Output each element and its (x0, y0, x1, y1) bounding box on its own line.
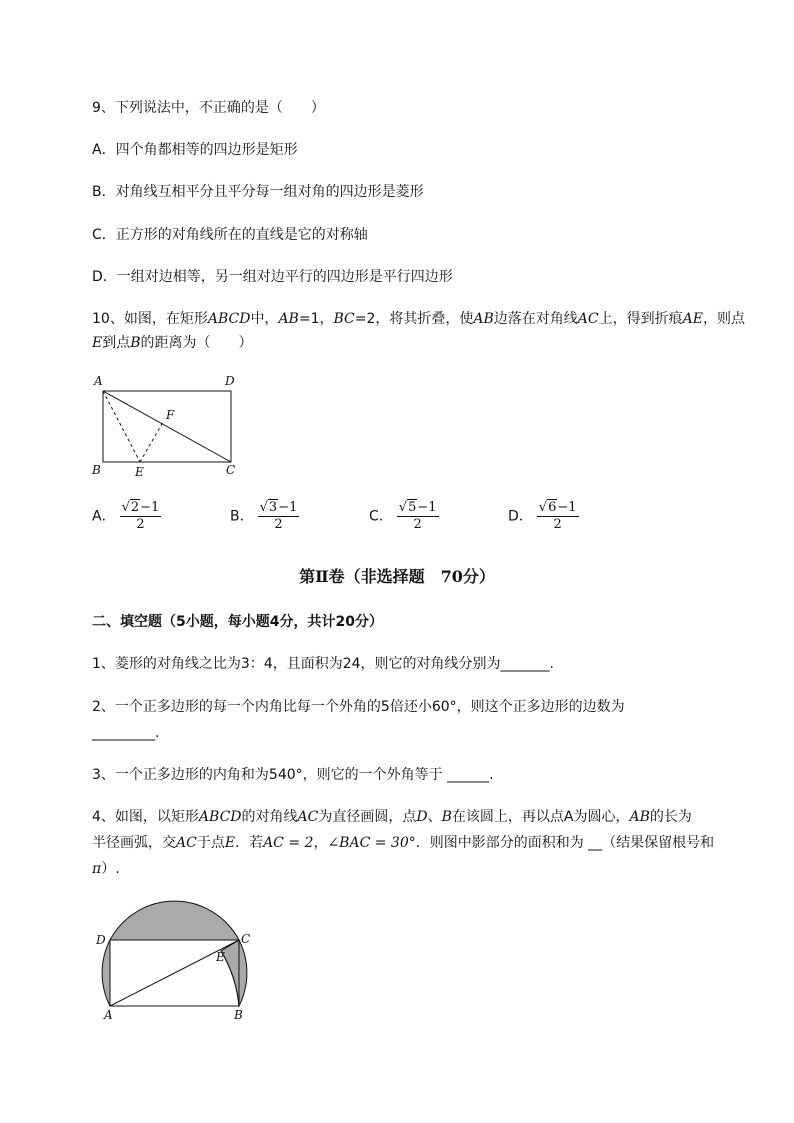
label-b: B (92, 463, 101, 477)
q10-stem-line2: E到点B的距离为（ ） (92, 335, 253, 351)
shaded-right-region (221, 940, 247, 1006)
label-d: D (225, 374, 235, 388)
label-c: C (226, 463, 236, 477)
label-b: B (234, 1008, 243, 1022)
shaded-left-segment (102, 940, 110, 1006)
label-f: F (166, 408, 175, 422)
fill-blank-2-line1: 2、一个正多边形的每一个内角比每一个外角的5倍还小60°，则这个正多边形的边数为 (92, 699, 625, 715)
q10-option-b: B． $\frac{√3-1}{2}$ (230, 500, 298, 532)
q10-figure (88, 370, 248, 482)
q10-option-c: C． $\frac{√5-1}{2}$ (369, 500, 437, 532)
q9-option-d: D．一组对边相等，另一组对边平行的四边形是平行四边形 (92, 269, 453, 285)
fold-line-ef (140, 422, 163, 462)
fill-blank-header: 二、填空题（5小题，每小题4分，共计20分） (92, 614, 383, 630)
fill-blank-4-line3: π）. (92, 861, 120, 877)
fill-blank-4-line2: 半径画弧，交AC于点E．若AC = 2，∠BAC = 30°．则图中影部分的面积和为 __（结果保留根号和 (92, 835, 715, 851)
q9-option-b: B．对角线互相平分且平分每一组对角的四边形是菱形 (92, 184, 424, 200)
diagonal-ac (103, 391, 231, 462)
shaded-top-segment (110, 901, 239, 940)
section-2-title: 第Ⅱ卷（非选择题 70分） (299, 567, 495, 586)
q10-stem-line1: 10、如图，在矩形ABCD中，AB=1，BC=2，将其折叠，使AB边落在对角线AC上，得到折痕AE，则点 (92, 311, 745, 327)
fill-blank-1: 1、菱形的对角线之比为3：4，且面积为24，则它的对角线分别为_______. (92, 656, 554, 672)
q9-option-a: A．四个角都相等的四边形是矩形 (92, 142, 298, 158)
label-a: A (94, 374, 103, 388)
label-d: D (96, 933, 106, 947)
fill-blank-2-line2: _________. (92, 725, 160, 741)
fill-blank-4-line1: 4、如图，以矩形ABCD的对角线AC为直径画圆，点D、B在该圆上，再以点A为圆心，AB的长为 (92, 809, 692, 825)
q10-option-a: A． $\frac{√2-1}{2}$ (92, 500, 160, 532)
fill-blank-3: 3、一个正多边形的内角和为540°，则它的一个外角等于 ______. (92, 767, 494, 783)
label-e: E (135, 465, 144, 479)
q9-option-c: C．正方形的对角线所在的直线是它的对称轴 (92, 227, 368, 243)
label-a: A (104, 1008, 113, 1022)
label-e: E (216, 950, 225, 964)
q10-option-d: D． $\frac{√6-1}{2}$ (508, 500, 577, 532)
fb4-figure (92, 896, 262, 1026)
q9-stem: 9、下列说法中，不正确的是（ ） (92, 100, 325, 116)
label-c: C (241, 932, 251, 946)
